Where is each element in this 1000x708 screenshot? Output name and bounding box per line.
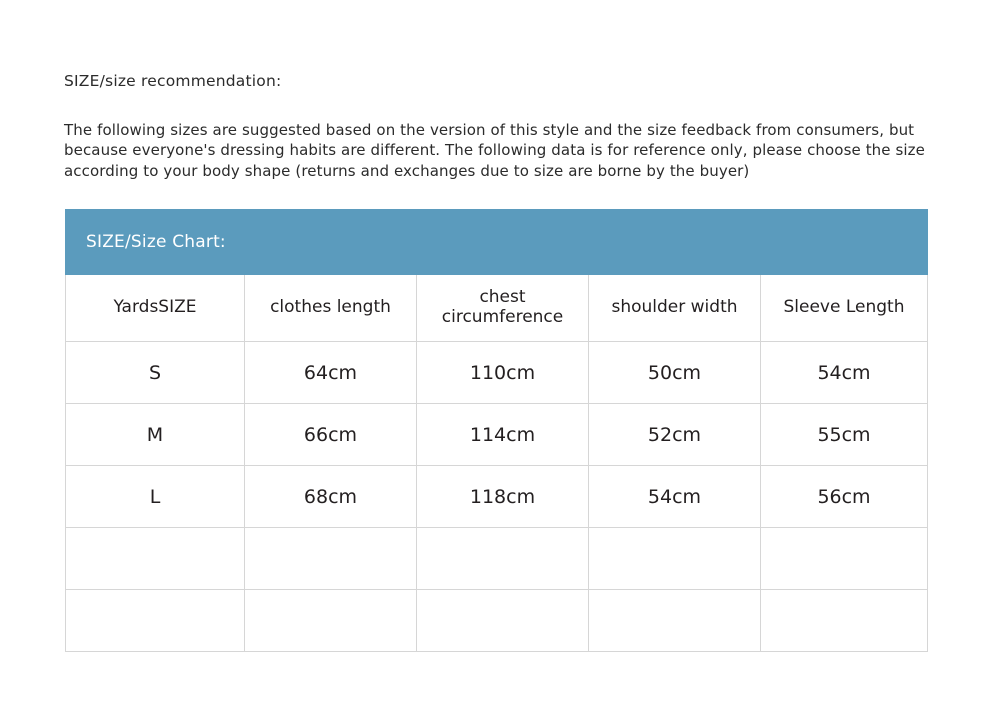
cell-shoulder-width: 54cm (589, 466, 761, 528)
table-row (66, 342, 928, 404)
cell-shoulder-width: 52cm (589, 404, 761, 466)
cell-chest-circumference: 114cm (417, 404, 589, 466)
table-header-row (66, 275, 928, 342)
cell-size: S (66, 342, 245, 404)
intro-text: The following sizes are suggested based on the version of this style and the size feedback from consumers, but because everyone's dressing habits are different. The following data is for reference only, please choose the size according to your body shape (returns and exchanges due to size are borne by the buyer) (64, 121, 925, 180)
column-header-sleeve-length: Sleeve Length (761, 275, 928, 342)
cell-shoulder-width (589, 590, 761, 652)
cell-chest-circumference: 118cm (417, 466, 589, 528)
table-row (66, 590, 928, 652)
cell-size: M (66, 404, 245, 466)
intro-paragraph (64, 120, 940, 181)
cell-clothes-length: 66cm (245, 404, 417, 466)
cell-size (66, 528, 245, 590)
cell-sleeve-length: 56cm (761, 466, 928, 528)
table-row (66, 528, 928, 590)
table-banner-row (66, 210, 928, 275)
cell-shoulder-width: 50cm (589, 342, 761, 404)
table-row (66, 466, 928, 528)
size-chart-table-wrapper (65, 209, 927, 652)
cell-size (66, 590, 245, 652)
cell-chest-circumference (417, 590, 589, 652)
column-header-shoulder-width: shoulder width (589, 275, 761, 342)
table-row (66, 404, 928, 466)
size-chart-table (65, 209, 928, 652)
cell-chest-circumference (417, 528, 589, 590)
cell-sleeve-length (761, 528, 928, 590)
cell-size: L (66, 466, 245, 528)
cell-clothes-length (245, 528, 417, 590)
cell-clothes-length (245, 590, 417, 652)
size-chart-banner: SIZE/Size Chart: (66, 210, 928, 275)
column-header-clothes-length: clothes length (245, 275, 417, 342)
page-title: SIZE/size recommendation: (64, 72, 282, 90)
cell-sleeve-length: 55cm (761, 404, 928, 466)
cell-sleeve-length: 54cm (761, 342, 928, 404)
cell-chest-circumference: 110cm (417, 342, 589, 404)
cell-clothes-length: 64cm (245, 342, 417, 404)
cell-sleeve-length (761, 590, 928, 652)
column-header-yards-size: YardsSIZE (66, 275, 245, 342)
column-header-chest-circumference: chest circumference (417, 275, 589, 342)
cell-clothes-length: 68cm (245, 466, 417, 528)
cell-shoulder-width (589, 528, 761, 590)
